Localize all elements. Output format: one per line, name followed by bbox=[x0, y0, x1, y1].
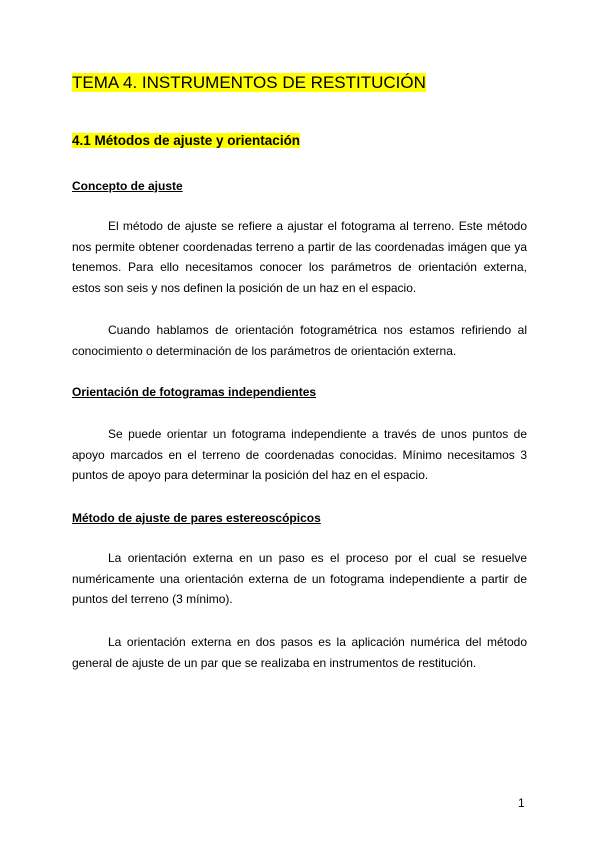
paragraph: El método de ajuste se refiere a ajustar el fotograma al terreno. Este método nos permite obtener coordenadas terreno a partir de las coordenadas imágen que ya tenemos. Para ello necesitamos conocer los parámetros de orientación externa, estos son seis y nos definen la posición de un haz en el espacio. bbox=[72, 219, 527, 295]
page-number: 1 bbox=[518, 796, 525, 810]
subheading-concepto-ajuste: Concepto de ajuste bbox=[72, 179, 183, 193]
title-highlight: TEMA 4. INSTRUMENTOS DE RESTITUCIÓN bbox=[72, 73, 426, 92]
section-heading bbox=[72, 132, 300, 150]
paragraph: Se puede orientar un fotograma independiente a través de unos puntos de apoyo marcados en el terreno de coordenadas conocidas. Mínimo necesitamos 3 puntos de apoyo para determinar la posición del haz en el espacio. bbox=[72, 427, 527, 482]
section-highlight: 4.1 Métodos de ajuste y orientación bbox=[72, 133, 301, 148]
page-title bbox=[72, 72, 426, 94]
paragraph: Cuando hablamos de orientación fotogramétrica nos estamos refiriendo al conocimiento o determinación de los parámetros de orientación externa. bbox=[72, 323, 527, 358]
paragraph: La orientación externa en un paso es el proceso por el cual se resuelve numéricamente una orientación externa de un fotograma independiente a partir de puntos del terreno (3 mínimo). bbox=[72, 551, 527, 606]
subheading-metodo-ajuste-pares: Método de ajuste de pares estereoscópicos bbox=[72, 511, 321, 525]
paragraph: La orientación externa en dos pasos es la aplicación numérica del método general de ajuste de un par que se realizaba en instrumentos de restitución. bbox=[72, 635, 527, 670]
subheading-orientacion-fotogramas: Orientación de fotogramas independientes bbox=[72, 385, 317, 399]
